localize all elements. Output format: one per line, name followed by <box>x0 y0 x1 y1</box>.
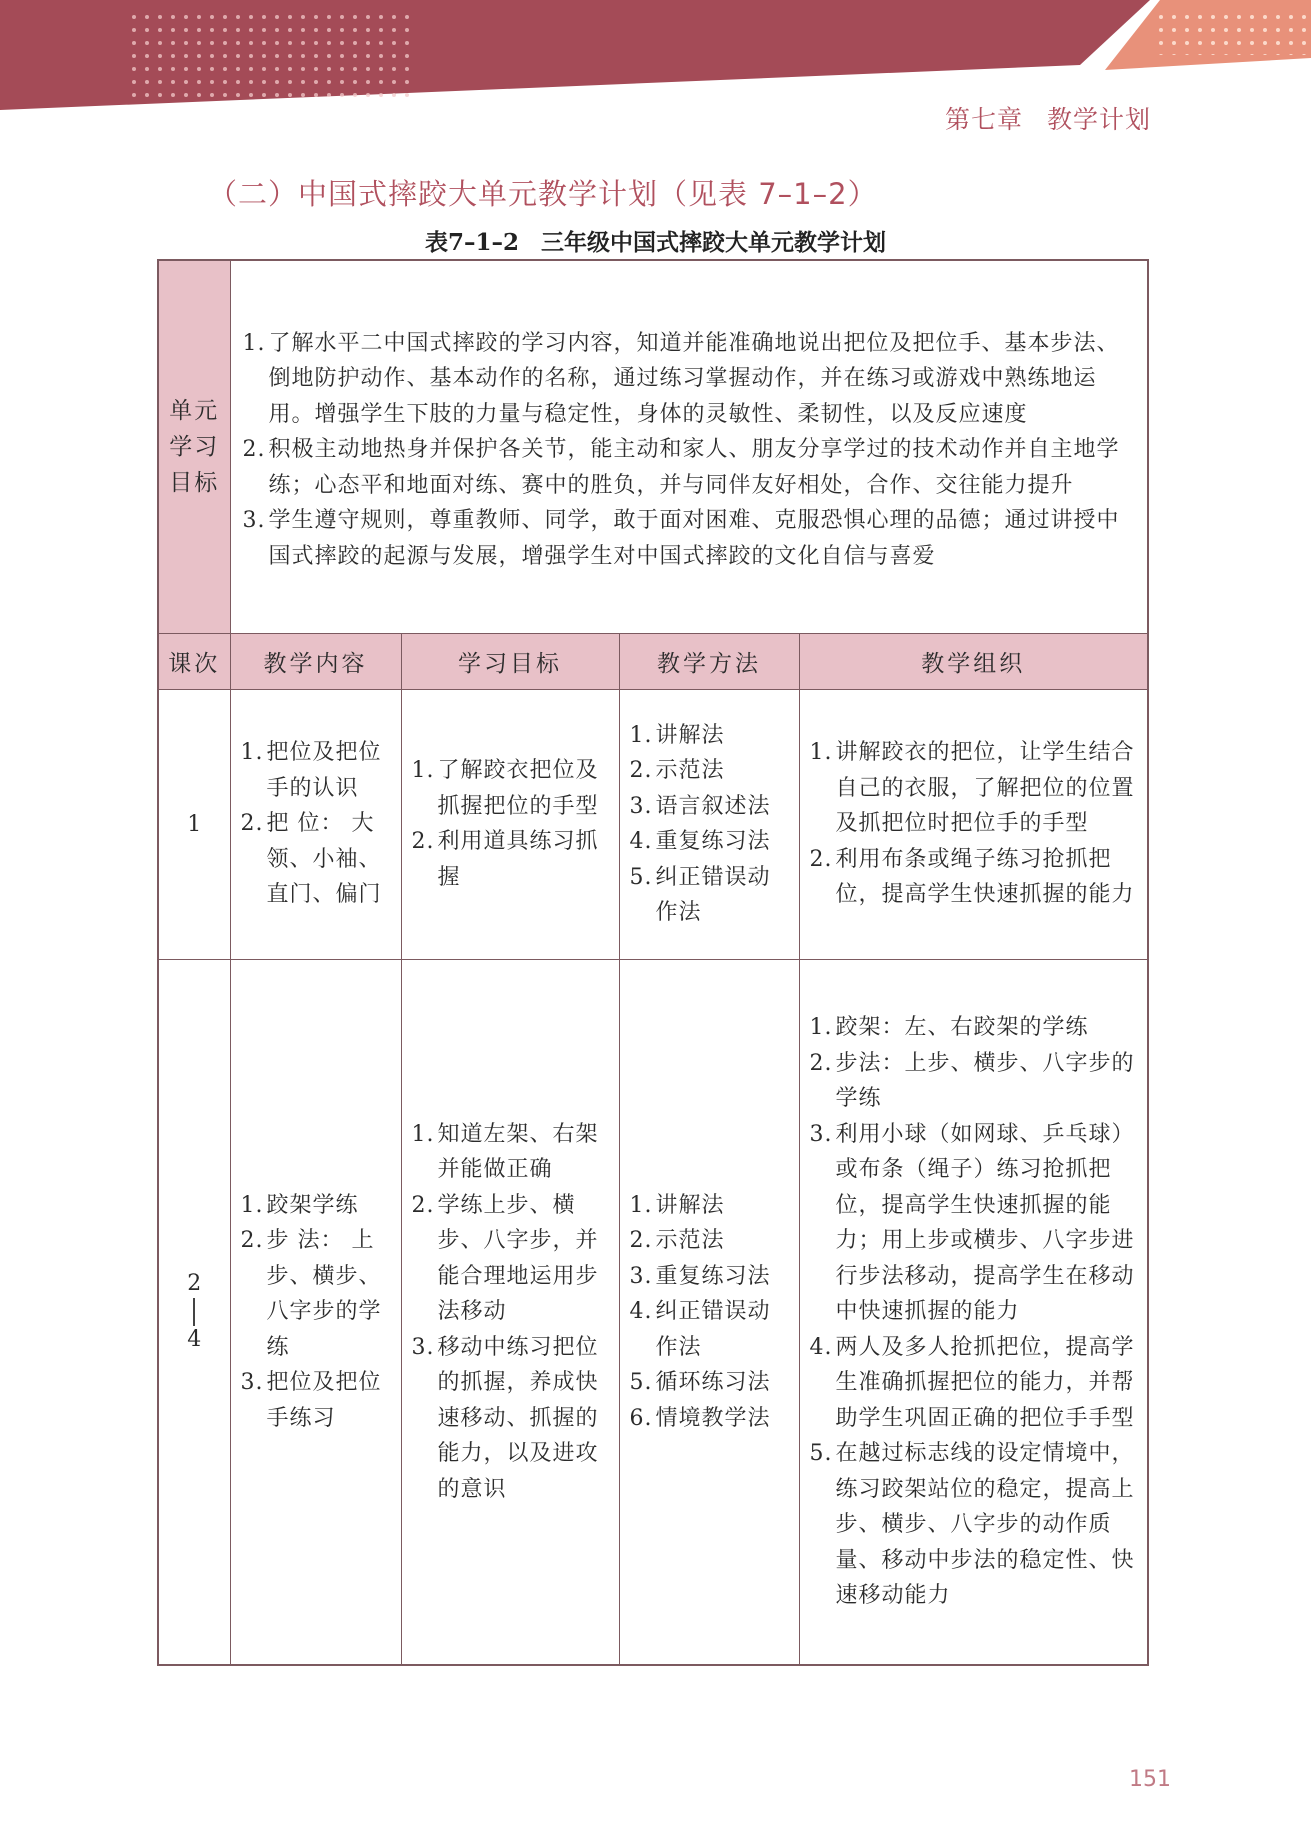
list-item: 3. 移动中练习把位的抓握，养成快速移动、抓握的能力，以及进攻的意识 <box>411 1334 599 1502</box>
list-item: 1. 讲解跤衣的把位，让学生结合自己的衣服，了解把位的位置及抓把位时把位手的手型 <box>809 740 1135 837</box>
list-item: 2. 示范法 <box>629 758 725 783</box>
list-item: 2. 步法：上步、横步、八字步的学练 <box>809 1050 1135 1111</box>
list-item: 1. 了解跤衣把位及抓握把位的手型 <box>411 758 599 819</box>
list-item: 1. 跤架学练 <box>240 1192 359 1218</box>
unit-goal-item: 2. 积极主动地热身并保护各关节，能主动和家人、朋友分享学过的技术动作并自主地学练；心态平和地面对练、赛中的胜负，并与同伴友好相处，合作、交往能力提升 <box>242 437 1120 498</box>
unit-goal-item: 3. 学生遵守规则，尊重教师、同学，敢于面对困难、克服恐惧心理的品德；通过讲授中国式摔跤的起源与发展，增强学生对中国式摔跤的文化自信与喜爱 <box>242 508 1120 569</box>
lesson-range-end: 4 <box>187 1326 202 1352</box>
header-objectives: 学习目标 <box>401 633 619 689</box>
list-item: 3. 利用小球（如网球、乒乓球）或布条（绳子）练习抢抓把位，提高学生快速抓握的能力；用上步或横步、八字步进行步法移动，提高学生在移动中快速抓握的能力 <box>809 1121 1135 1324</box>
header-lesson: 课次 <box>158 633 230 689</box>
list-item: 5. 纠正错误动作法 <box>629 864 771 925</box>
list-item: 5. 循环练习法 <box>629 1370 771 1395</box>
list-item: 6. 情境教学法 <box>629 1405 771 1431</box>
page-number: 151 <box>1129 1767 1171 1792</box>
header-methods: 教学方法 <box>619 633 799 689</box>
list-item: 4. 两人及多人抢抓把位，提高学生准确抓握把位的能力，并帮助学生巩固正确的把位手手型 <box>809 1334 1135 1431</box>
unit-goals-list <box>243 326 1134 575</box>
header-organization: 教学组织 <box>799 633 1148 689</box>
list-item: 4. 纠正错误动作法 <box>629 1299 771 1360</box>
teaching-methods-cell <box>619 689 799 959</box>
list-item: 5. 在越过标志线的设定情境中，练习跤架站位的稳定，提高上步、横步、八字步的动作质量、移动中步法的稳定性、快速移动能力 <box>809 1441 1135 1608</box>
list-item: 4. 重复练习法 <box>629 829 771 854</box>
learning-objectives-cell <box>401 959 619 1665</box>
chapter-number: 第七章 <box>944 105 1023 134</box>
range-divider <box>193 1298 195 1326</box>
table-row <box>158 689 1148 959</box>
chapter-title: 教学计划 <box>1046 105 1151 134</box>
lesson-range <box>158 959 230 1665</box>
table-caption-title: 三年级中国式摔跤大单元教学计划 <box>541 229 886 256</box>
list-item: 1. 把位及把位手的认识 <box>240 740 382 801</box>
list-item: 2. 把 位： 大领、小袖、直门、偏门 <box>240 811 382 908</box>
list-item: 2. 步 法： 上步、横步、八字步的学练 <box>240 1228 382 1360</box>
teaching-organization-cell <box>799 689 1148 959</box>
list-item: 1. 跤架：左、右跤架的学练 <box>809 1015 1089 1040</box>
list-item: 2. 利用道具练习抓握 <box>411 829 599 890</box>
banner-dot-pattern <box>130 8 410 103</box>
unit-goal-item: 1. 了解水平二中国式摔跤的学习内容，知道并能准确地说出把位及把位手、基本步法、倒地防护动作、基本动作的名称，通过练习掌握动作，并在练习或游戏中熟练地运用。增强学生下肢的力量与稳定性，身体的灵敏性、柔韧性，以及反应速度 <box>242 330 1120 427</box>
section-title: （二）中国式摔跤大单元教学计划（见表 7–1–2） <box>208 177 878 211</box>
list-item: 2. 利用布条或绳子练习抢抓把位，提高学生快速抓握的能力 <box>809 846 1135 908</box>
learning-objectives-cell <box>401 689 619 959</box>
table-row <box>158 959 1148 1665</box>
lesson-number: 1 <box>158 689 230 959</box>
list-item: 3. 语言叙述法 <box>629 793 771 819</box>
list-item: 1. 讲解法 <box>629 1192 725 1218</box>
header-banner <box>0 0 1311 115</box>
list-item: 3. 把位及把位手练习 <box>240 1370 382 1431</box>
teaching-content-cell <box>230 959 401 1665</box>
list-item: 2. 示范法 <box>629 1228 725 1253</box>
table-header-row <box>158 633 1148 689</box>
unit-goals-row <box>158 260 1148 633</box>
list-item: 1. 知道左架、右架并能做正确 <box>411 1121 599 1182</box>
table-caption <box>0 224 1311 257</box>
chapter-heading <box>945 100 1151 136</box>
list-item: 2. 学练上步、横步、八字步，并能合理地运用步法移动 <box>411 1192 599 1324</box>
banner-dot-pattern-accent <box>1150 10 1310 55</box>
teaching-plan-table <box>157 259 1149 1666</box>
teaching-methods-cell <box>619 959 799 1665</box>
lesson-range-start: 2 <box>187 1270 202 1296</box>
unit-goals-label: 单元 学习 目标 <box>158 260 230 633</box>
list-item: 1. 讲解法 <box>629 722 725 748</box>
unit-goals-content <box>230 260 1148 633</box>
table-caption-number: 表7–1–2 <box>424 229 519 256</box>
list-item: 3. 重复练习法 <box>629 1263 771 1289</box>
header-content: 教学内容 <box>230 633 401 689</box>
teaching-organization-cell <box>799 959 1148 1665</box>
teaching-content-cell <box>230 689 401 959</box>
